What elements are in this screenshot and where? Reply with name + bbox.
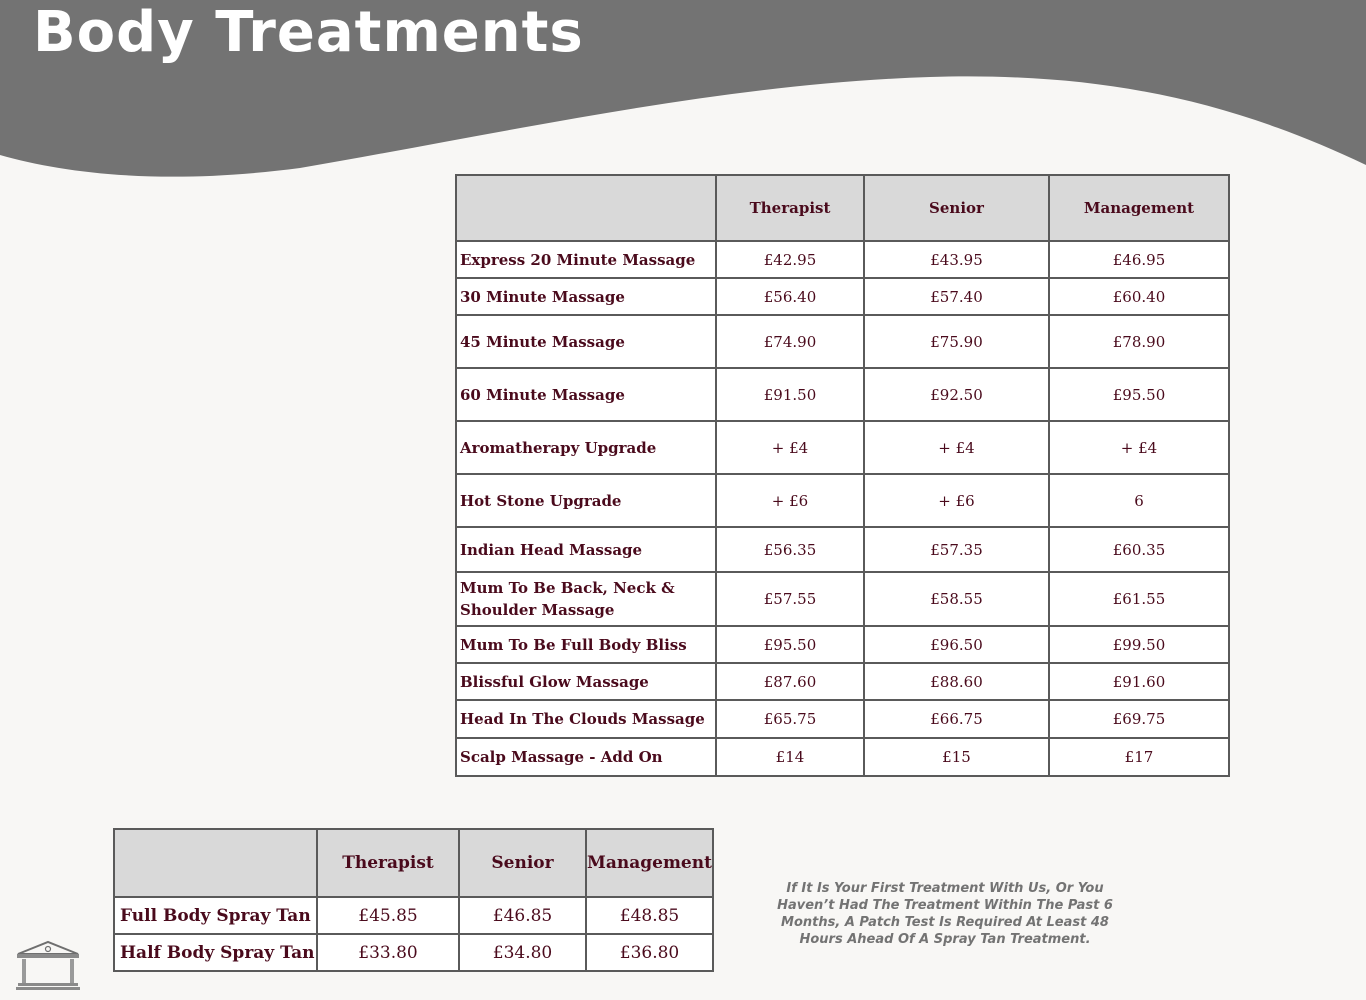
price-therapist: £33.80 (317, 934, 459, 971)
table-row (114, 934, 713, 971)
table-row (456, 700, 1229, 738)
price-therapist: £56.35 (716, 527, 864, 572)
price-management: £46.95 (1049, 241, 1229, 278)
price-therapist: £42.95 (716, 241, 864, 278)
price-senior: £15 (864, 738, 1049, 776)
price-therapist: + £4 (716, 421, 864, 474)
table-header-row (456, 175, 1229, 241)
table-row (456, 474, 1229, 527)
price-therapist: £14 (716, 738, 864, 776)
price-senior: £46.85 (459, 897, 586, 934)
table-header-row (114, 829, 713, 897)
table-row (456, 572, 1229, 626)
treatment-name: Half Body Spray Tan (114, 934, 317, 971)
treatment-name: Head In The Clouds Massage (456, 700, 716, 738)
treatment-name: Indian Head Massage (456, 527, 716, 572)
price-management: £95.50 (1049, 368, 1229, 421)
table-row (456, 241, 1229, 278)
table-row (456, 738, 1229, 776)
treatment-name: Express 20 Minute Massage (456, 241, 716, 278)
price-therapist: £65.75 (716, 700, 864, 738)
treatment-name: 60 Minute Massage (456, 368, 716, 421)
column-header-management: Management (1049, 175, 1229, 241)
table-row (114, 897, 713, 934)
treatment-name: Aromatherapy Upgrade (456, 421, 716, 474)
price-therapist: £45.85 (317, 897, 459, 934)
price-senior: £43.95 (864, 241, 1049, 278)
price-management: £69.75 (1049, 700, 1229, 738)
massage-price-table (455, 174, 1230, 777)
column-header-senior: Senior (864, 175, 1049, 241)
price-therapist: £91.50 (716, 368, 864, 421)
price-management: £48.85 (586, 897, 713, 934)
spray-tan-price-table (113, 828, 714, 972)
treatment-name: Scalp Massage - Add On (456, 738, 716, 776)
price-senior: £75.90 (864, 315, 1049, 368)
column-header-treatment (456, 175, 716, 241)
table-row (456, 315, 1229, 368)
table-row (456, 663, 1229, 700)
page-title: Body Treatments (33, 0, 584, 65)
price-management: £36.80 (586, 934, 713, 971)
column-header-therapist: Therapist (716, 175, 864, 241)
price-therapist: £57.55 (716, 572, 864, 626)
price-management: £17 (1049, 738, 1229, 776)
price-senior: + £6 (864, 474, 1049, 527)
treatment-name: Blissful Glow Massage (456, 663, 716, 700)
treatment-name: Mum To Be Full Body Bliss (456, 626, 716, 663)
price-management: £91.60 (1049, 663, 1229, 700)
column-header-therapist: Therapist (317, 829, 459, 897)
table-row (456, 278, 1229, 315)
price-senior: + £4 (864, 421, 1049, 474)
price-senior: £96.50 (864, 626, 1049, 663)
price-therapist: £95.50 (716, 626, 864, 663)
price-management: £60.40 (1049, 278, 1229, 315)
price-senior: £57.40 (864, 278, 1049, 315)
price-senior: £92.50 (864, 368, 1049, 421)
treatment-name: 30 Minute Massage (456, 278, 716, 315)
price-management: 6 (1049, 474, 1229, 527)
price-therapist: £56.40 (716, 278, 864, 315)
price-senior: £88.60 (864, 663, 1049, 700)
temple-icon (14, 940, 82, 992)
treatment-name: 45 Minute Massage (456, 315, 716, 368)
price-senior: £58.55 (864, 572, 1049, 626)
column-header-senior: Senior (459, 829, 586, 897)
price-therapist: £74.90 (716, 315, 864, 368)
treatment-name: Full Body Spray Tan (114, 897, 317, 934)
price-management: + £4 (1049, 421, 1229, 474)
price-senior: £66.75 (864, 700, 1049, 738)
column-header-management: Management (586, 829, 713, 897)
table-row (456, 421, 1229, 474)
price-therapist: + £6 (716, 474, 864, 527)
price-management: £61.55 (1049, 572, 1229, 626)
patch-test-note: If It Is Your First Treatment With Us, Or You Haven’t Had The Treatment Within The Past 6 Months, A Patch Test Is Required At Least 48 Hours Ahead Of A Spray Tan Treatment. (777, 881, 1113, 947)
table-row (456, 527, 1229, 572)
price-senior: £34.80 (459, 934, 586, 971)
price-senior: £57.35 (864, 527, 1049, 572)
treatment-name: Hot Stone Upgrade (456, 474, 716, 527)
table-row (456, 368, 1229, 421)
price-management: £78.90 (1049, 315, 1229, 368)
price-therapist: £87.60 (716, 663, 864, 700)
column-header-treatment (114, 829, 317, 897)
table-row (456, 626, 1229, 663)
price-management: £99.50 (1049, 626, 1229, 663)
price-management: £60.35 (1049, 527, 1229, 572)
treatment-name: Mum To Be Back, Neck & Shoulder Massage (456, 572, 716, 626)
